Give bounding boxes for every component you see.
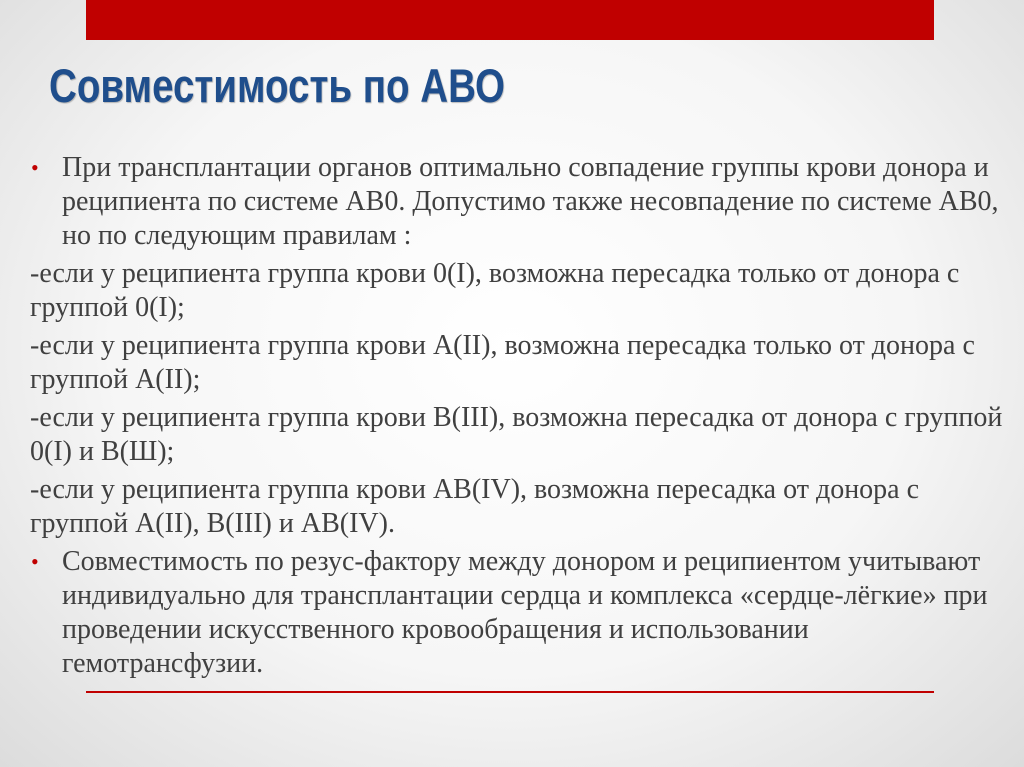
bottom-accent-line — [86, 691, 934, 693]
top-accent-bar — [86, 0, 934, 40]
bullet-paragraph-abo-rules — [30, 151, 1015, 253]
bullet-icon: • — [31, 549, 39, 574]
paragraph-text: -если у реципиента группа крови A(II), возможна пересадка только от донора с группой A(II); — [30, 330, 975, 395]
rule-group-0 — [30, 257, 1015, 325]
rule-group-b — [30, 401, 1015, 469]
bullet-paragraph-rhesus — [30, 545, 1015, 681]
paragraph-text: -если у реципиента группа крови 0(I), возможна пересадка только от донора с группой 0(I); — [30, 258, 960, 323]
bullet-icon: • — [31, 155, 39, 180]
slide-title: Совместимость по АВО — [49, 59, 505, 112]
paragraph-text: -если у реципиента группа крови B(III), возможна пересадка от донора с группой 0(I) и В(Ш); — [30, 402, 1003, 467]
rule-group-a — [30, 329, 1015, 397]
paragraph-text: Совместимость по резус-фактору между донором и реципиентом учитывают индивидуально для трансплантации сердца и комплекса «сердце-лёгкие» при проведении искусственного кровообращения и использовании гемотрансфузии. — [62, 546, 988, 679]
paragraph-text: При трансплантации органов оптимально совпадение группы крови донора и реципиента по системе АВ0. Допустимо также несовпадение по системе АВ0, но по следующим правилам : — [62, 152, 999, 251]
slide-body — [30, 151, 1015, 685]
paragraph-text: -если у реципиента группа крови AB(IV), возможна пересадка от донора с группой A(II), B(III) и AB(IV). — [30, 474, 920, 539]
rule-group-ab — [30, 473, 1015, 541]
